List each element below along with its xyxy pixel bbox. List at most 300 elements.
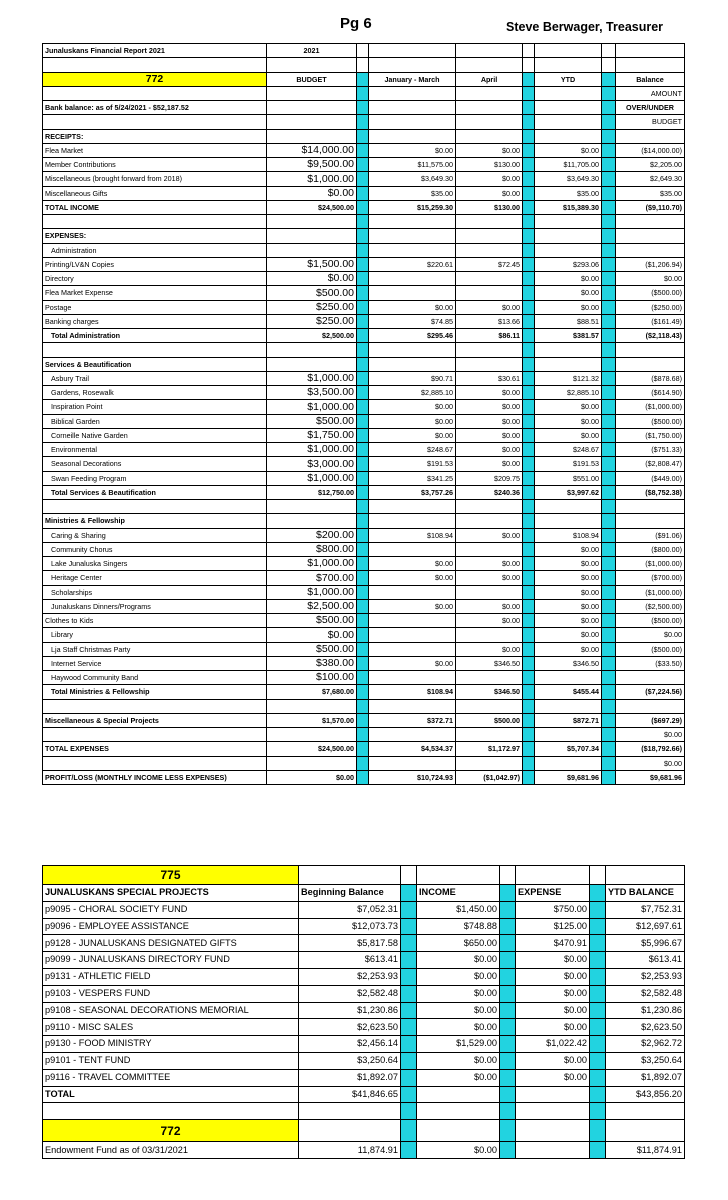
balance-header: Balance [616, 72, 685, 86]
balance-cell: ($697.29) [616, 713, 685, 727]
ytd-cell: $0.00 [535, 286, 602, 300]
column-divider [523, 770, 535, 784]
project-name: p9103 - VESPERS FUND [43, 985, 299, 1002]
ytd-cell: $551.00 [535, 471, 602, 485]
row-label: Miscellaneous Gifts [43, 186, 267, 200]
total-expenses-row [43, 742, 685, 756]
column-divider [401, 1120, 417, 1142]
endowment-row [43, 1142, 685, 1159]
table-cell [369, 129, 456, 143]
q1-cell [369, 671, 456, 685]
column-divider [523, 129, 535, 143]
column-divider [602, 542, 616, 556]
table-cell [535, 728, 602, 742]
report-year: 2021 [267, 44, 357, 58]
balance-cell: ($8,752.38) [616, 485, 685, 499]
ytd-cell: $455.44 [535, 685, 602, 699]
column-divider [590, 918, 606, 935]
table-cell [590, 866, 606, 885]
column-divider [401, 935, 417, 952]
column-divider [523, 229, 535, 243]
table-cell [43, 1103, 299, 1120]
ytd-cell: $0.00 [535, 571, 602, 585]
table-row [43, 457, 685, 471]
column-divider [602, 357, 616, 371]
column-divider [357, 371, 369, 385]
balance-cell: ($500.00) [616, 286, 685, 300]
row-label: Total Services & Beautification [43, 485, 267, 499]
table-cell [456, 728, 523, 742]
table-row [43, 557, 685, 571]
column-divider [357, 471, 369, 485]
q1-cell: $108.94 [369, 685, 456, 699]
balance-cell: ($1,000.00) [616, 400, 685, 414]
row-label: Banking charges [43, 314, 267, 328]
column-divider [357, 329, 369, 343]
table-cell [616, 129, 685, 143]
balance-cell: ($7,224.56) [616, 685, 685, 699]
table-cell [456, 86, 523, 100]
q1-cell: $3,649.30 [369, 172, 456, 186]
row-label: Haywood Community Band [43, 671, 267, 685]
profit-loss-row [43, 770, 685, 784]
ytd-cell: $293.06 [535, 257, 602, 271]
column-divider [590, 1103, 606, 1120]
ytd-cell: $0.00 [535, 628, 602, 642]
column-divider [500, 935, 516, 952]
ytd-cell: $11,705.00 [535, 158, 602, 172]
column-divider [401, 1103, 417, 1120]
column-divider [357, 628, 369, 642]
budget-cell: $1,000.00 [267, 557, 357, 571]
table-row [43, 528, 685, 542]
april-cell: $0.00 [456, 642, 523, 656]
column-divider [357, 770, 369, 784]
ytd-balance-cell: $12,697.61 [606, 918, 685, 935]
project-name: p9130 - FOOD MINISTRY [43, 1036, 299, 1053]
table-cell [616, 215, 685, 229]
balance-cell: ($500.00) [616, 642, 685, 656]
column-divider [500, 1052, 516, 1069]
column-divider [602, 158, 616, 172]
budget-cell: $500.00 [267, 614, 357, 628]
column-divider [523, 371, 535, 385]
project-row [43, 901, 685, 918]
row-label: Scholarships [43, 585, 267, 599]
table-cell [535, 101, 602, 115]
treasurer-name: Steve Berwager, Treasurer [506, 20, 664, 34]
column-divider [357, 143, 369, 157]
table-cell [535, 756, 602, 770]
row-label: Junaluskans Dinners/Programs [43, 599, 267, 613]
april-cell: ($1,042.97) [456, 770, 523, 784]
expense-cell: $0.00 [516, 1052, 590, 1069]
column-divider [602, 671, 616, 685]
income-cell: $0.00 [417, 952, 500, 969]
ytd-cell: $872.71 [535, 713, 602, 727]
table-cell [500, 866, 516, 885]
balance-cell: AMOUNT [616, 86, 685, 100]
column-divider [357, 343, 369, 357]
ytd-balance-header: YTD BALANCE [606, 885, 685, 902]
column-divider [523, 215, 535, 229]
table-cell [516, 1120, 590, 1142]
blank-row [43, 500, 685, 514]
column-divider [602, 72, 616, 86]
column-divider [602, 272, 616, 286]
table-cell [267, 229, 357, 243]
column-divider [602, 443, 616, 457]
column-divider [602, 400, 616, 414]
row-label: Services & Beautification [43, 357, 267, 371]
page-number: Pg 6 [340, 15, 372, 32]
income-cell [417, 1086, 500, 1103]
column-divider [500, 885, 516, 902]
balance-cell: $0.00 [616, 728, 685, 742]
column-divider [523, 713, 535, 727]
column-divider [401, 1002, 417, 1019]
column-divider [523, 386, 535, 400]
table-row [43, 428, 685, 442]
table-cell [369, 229, 456, 243]
budget-cell: $1,570.00 [267, 713, 357, 727]
column-divider [523, 243, 535, 257]
column-divider [523, 514, 535, 528]
budget-cell: $3,500.00 [267, 386, 357, 400]
april-cell: $0.00 [456, 528, 523, 542]
column-divider [357, 614, 369, 628]
project-row [43, 1069, 685, 1086]
table-row [43, 642, 685, 656]
budget-cell: $0.00 [267, 186, 357, 200]
table-row [43, 300, 685, 314]
column-divider [602, 585, 616, 599]
column-divider [523, 172, 535, 186]
column-divider [500, 1019, 516, 1036]
balance-cell: ($91.06) [616, 528, 685, 542]
ytd-balance-cell: $7,752.31 [606, 901, 685, 918]
column-divider [523, 343, 535, 357]
column-divider [357, 300, 369, 314]
april-cell: $130.00 [456, 200, 523, 214]
beginning-balance-header: Beginning Balance [299, 885, 401, 902]
balance-cell: $2,649.30 [616, 172, 685, 186]
column-divider [602, 528, 616, 542]
budget-cell: $500.00 [267, 286, 357, 300]
table-cell [456, 129, 523, 143]
table-cell [267, 514, 357, 528]
table-row [43, 257, 685, 271]
ytd-cell: $0.00 [535, 428, 602, 442]
q1-cell: $74.85 [369, 314, 456, 328]
ytd-cell: $0.00 [535, 414, 602, 428]
table-row [43, 371, 685, 385]
income-cell: $0.00 [417, 1142, 500, 1159]
table-row [43, 400, 685, 414]
column-divider [602, 699, 616, 713]
column-divider [602, 571, 616, 585]
ytd-cell: $248.67 [535, 443, 602, 457]
report-title: Junaluskans Financial Report 2021 [43, 44, 267, 58]
income-cell: $1,529.00 [417, 1036, 500, 1053]
q1-cell: $90.71 [369, 371, 456, 385]
budget-cell: $1,000.00 [267, 172, 357, 186]
budget-cell: $12,750.00 [267, 485, 357, 499]
table-cell [267, 243, 357, 257]
project-row [43, 935, 685, 952]
q1-cell [369, 628, 456, 642]
column-divider [523, 257, 535, 271]
table-cell [535, 243, 602, 257]
table-row [43, 414, 685, 428]
april-cell: $0.00 [456, 457, 523, 471]
budget-cell: $1,000.00 [267, 400, 357, 414]
table-cell [616, 58, 685, 72]
table-cell [616, 699, 685, 713]
table-cell [43, 86, 267, 100]
column-divider [357, 357, 369, 371]
q1-cell: $0.00 [369, 400, 456, 414]
expense-cell: $470.91 [516, 935, 590, 952]
beginning-balance-cell: $1,230.86 [299, 1002, 401, 1019]
expense-header: EXPENSE [516, 885, 590, 902]
table-cell [616, 243, 685, 257]
table-cell [369, 514, 456, 528]
table-cell [357, 58, 369, 72]
account-code-772-row [43, 1120, 685, 1142]
column-divider [500, 918, 516, 935]
row-label: Directory [43, 272, 267, 286]
table-cell [369, 357, 456, 371]
income-cell: $0.00 [417, 1052, 500, 1069]
column-divider [523, 500, 535, 514]
balance-cell: ($9,110.70) [616, 200, 685, 214]
income-cell: $650.00 [417, 935, 500, 952]
table-cell [602, 44, 616, 58]
column-divider [602, 186, 616, 200]
column-divider [401, 1086, 417, 1103]
table-cell [535, 357, 602, 371]
column-divider [357, 485, 369, 499]
balance-cell: ($449.00) [616, 471, 685, 485]
table-cell [267, 699, 357, 713]
projects-header-row [43, 885, 685, 902]
column-divider [357, 272, 369, 286]
column-divider [523, 585, 535, 599]
table-cell [369, 215, 456, 229]
table-cell [417, 1120, 500, 1142]
row-label: Miscellaneous & Special Projects [43, 713, 267, 727]
blank-row [43, 343, 685, 357]
budget-cell: $1,000.00 [267, 371, 357, 385]
balance-cell: ($33.50) [616, 656, 685, 670]
column-divider [523, 528, 535, 542]
column-divider [357, 542, 369, 556]
table-cell [456, 58, 523, 72]
budget-cell: $14,000.00 [267, 143, 357, 157]
table-cell [616, 357, 685, 371]
column-divider [602, 500, 616, 514]
april-cell: $0.00 [456, 143, 523, 157]
ytd-cell: $346.50 [535, 656, 602, 670]
balance-cell: ($250.00) [616, 300, 685, 314]
ytd-cell: $3,997.62 [535, 485, 602, 499]
balance-cell: ($1,206.94) [616, 257, 685, 271]
column-divider [523, 186, 535, 200]
project-row [43, 1019, 685, 1036]
project-name: p9110 - MISC SALES [43, 1019, 299, 1036]
row-label: Clothes to Kids [43, 614, 267, 628]
column-divider [590, 1019, 606, 1036]
table-cell [516, 866, 590, 885]
column-divider [602, 471, 616, 485]
table-row [43, 585, 685, 599]
table-cell [535, 215, 602, 229]
april-cell [456, 542, 523, 556]
budget-cell: $200.00 [267, 528, 357, 542]
column-divider [602, 713, 616, 727]
ytd-balance-cell: $3,250.64 [606, 1052, 685, 1069]
row-label: Library [43, 628, 267, 642]
budget-cell: $800.00 [267, 542, 357, 556]
ytd-cell: $0.00 [535, 642, 602, 656]
column-divider [401, 1052, 417, 1069]
table-row [43, 571, 685, 585]
column-divider [523, 329, 535, 343]
column-divider [523, 200, 535, 214]
expense-cell [516, 1142, 590, 1159]
column-divider [523, 628, 535, 642]
balance-cell: ($161.49) [616, 314, 685, 328]
column-divider [357, 713, 369, 727]
balance-cell: $9,681.96 [616, 770, 685, 784]
budget-cell: $24,500.00 [267, 742, 357, 756]
column-divider [602, 642, 616, 656]
ytd-cell: $0.00 [535, 400, 602, 414]
balance-cell: ($2,118.43) [616, 329, 685, 343]
table-cell [299, 866, 401, 885]
april-cell [456, 585, 523, 599]
column-divider [602, 371, 616, 385]
table-cell [616, 343, 685, 357]
column-divider [357, 257, 369, 271]
column-divider [602, 685, 616, 699]
table-cell [456, 357, 523, 371]
budget-cell: $24,500.00 [267, 200, 357, 214]
row-label: Biblical Garden [43, 414, 267, 428]
column-divider [523, 357, 535, 371]
april-cell: $0.00 [456, 172, 523, 186]
column-divider [602, 485, 616, 499]
column-divider [357, 386, 369, 400]
income-cell: $0.00 [417, 1002, 500, 1019]
column-divider [357, 172, 369, 186]
row-label: Seasonal Decorations [43, 457, 267, 471]
beginning-balance-cell: $2,623.50 [299, 1019, 401, 1036]
budget-cell: $250.00 [267, 300, 357, 314]
table-cell [456, 756, 523, 770]
expense-cell: $0.00 [516, 1019, 590, 1036]
q1-cell: $0.00 [369, 300, 456, 314]
column-divider [523, 101, 535, 115]
column-divider [590, 1142, 606, 1159]
row-label: Heritage Center [43, 571, 267, 585]
column-divider [602, 628, 616, 642]
total-ministries-row [43, 685, 685, 699]
balance-cell: $35.00 [616, 186, 685, 200]
budget-cell: $1,000.00 [267, 443, 357, 457]
column-divider [523, 571, 535, 585]
project-name: p9128 - JUNALUSKANS DESIGNATED GIFTS [43, 935, 299, 952]
budget-cell: $100.00 [267, 671, 357, 685]
column-divider [357, 129, 369, 143]
table-cell [456, 699, 523, 713]
q1-cell [369, 585, 456, 599]
column-divider [357, 200, 369, 214]
budget-cell: $1,000.00 [267, 585, 357, 599]
q1-cell [369, 642, 456, 656]
column-divider [590, 1086, 606, 1103]
beginning-balance-cell: $1,892.07 [299, 1069, 401, 1086]
ytd-cell: $0.00 [535, 272, 602, 286]
column-divider [602, 599, 616, 613]
column-divider [357, 457, 369, 471]
project-row [43, 952, 685, 969]
column-divider [401, 968, 417, 985]
table-cell [267, 728, 357, 742]
table-cell [43, 115, 267, 129]
table-cell [299, 1120, 401, 1142]
april-cell: $0.00 [456, 557, 523, 571]
expense-cell: $0.00 [516, 952, 590, 969]
column-divider [590, 1069, 606, 1086]
column-divider [357, 243, 369, 257]
row-label: Inspiration Point [43, 400, 267, 414]
column-divider [602, 343, 616, 357]
column-divider [590, 1036, 606, 1053]
table-cell [267, 343, 357, 357]
q1-cell [369, 286, 456, 300]
table-row [43, 542, 685, 556]
blank-row [43, 699, 685, 713]
column-divider [401, 918, 417, 935]
table-row [43, 656, 685, 670]
table-cell [535, 44, 602, 58]
table-cell [616, 44, 685, 58]
q1-cell: $35.00 [369, 186, 456, 200]
row-label: Miscellaneous (brought forward from 2018) [43, 172, 267, 186]
column-divider [357, 500, 369, 514]
april-cell: $0.00 [456, 443, 523, 457]
april-cell: $86.11 [456, 329, 523, 343]
column-divider [401, 1036, 417, 1053]
income-cell: $1,450.00 [417, 901, 500, 918]
column-divider [523, 428, 535, 442]
table-cell [369, 243, 456, 257]
beginning-balance-cell: 11,874.91 [299, 1142, 401, 1159]
row-label: Community Chorus [43, 542, 267, 556]
table-cell [606, 866, 685, 885]
table-cell [456, 243, 523, 257]
q1-cell: $248.67 [369, 443, 456, 457]
column-divider [590, 952, 606, 969]
row-label: Printing/LV&N Copies [43, 257, 267, 271]
column-divider [602, 243, 616, 257]
april-cell: $0.00 [456, 186, 523, 200]
column-divider [590, 968, 606, 985]
table-cell [456, 101, 523, 115]
table-row [43, 386, 685, 400]
